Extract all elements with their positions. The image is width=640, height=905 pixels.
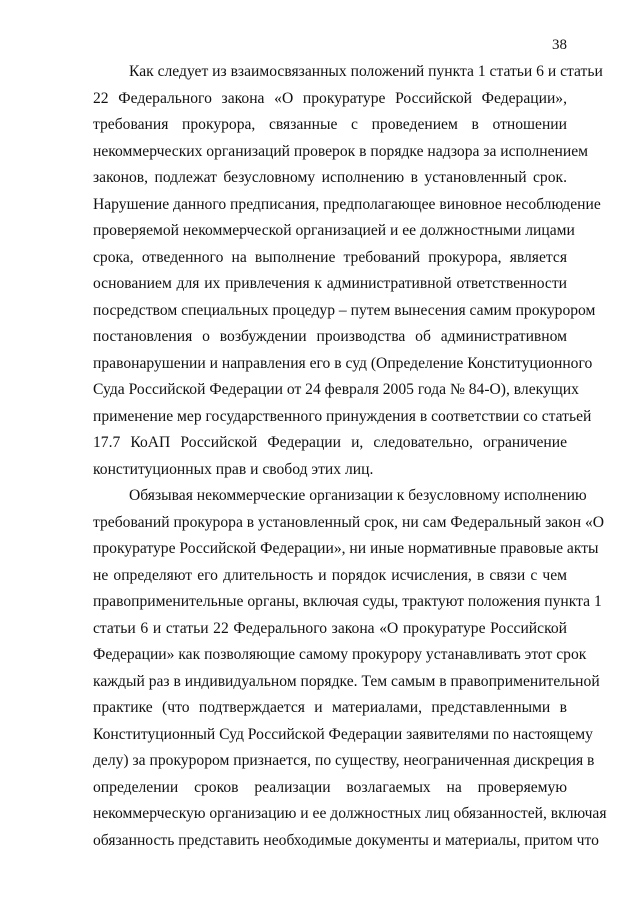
text-line: применение мер государственного принуждения в соответствии со статьей — [93, 407, 592, 425]
paragraph — [93, 483, 607, 854]
text-line: Нарушение данного предписания, предполагающее виновное несоблюдение — [93, 195, 601, 213]
text-line: определении сроков реализации возлагаемых на проверяемую — [93, 778, 567, 796]
text-line: обязанность представить необходимые документы и материалы, притом что — [93, 831, 599, 849]
text-line: 17.7 КоАП Российской Федерации и, следовательно, ограничение — [93, 434, 567, 451]
page-number: 38 — [552, 37, 567, 53]
text-line: некоммерческих организаций проверок в порядке надзора за исполнением — [93, 142, 589, 160]
text-line: прокуратуре Российской Федерации», ни иные нормативные правовые акты — [93, 540, 599, 557]
text-line: посредством специальных процедур – путем вынесения самим прокурором — [93, 301, 596, 319]
text-line: требования прокурора, связанные с проведением в отношении — [93, 116, 567, 133]
text-line: правоприменительные органы, включая суды, трактуют положения пункта 1 — [93, 593, 602, 610]
text-line: каждый раз в индивидуальном порядке. Тем самым в правоприменительной — [93, 672, 600, 690]
text-line: правонарушении и направления его в суд (Определение Конституционного — [93, 354, 593, 372]
text-line: срока, отведенного на выполнение требований прокурора, является — [93, 248, 567, 266]
text-line: конституционных прав и свобод этих лиц. — [93, 460, 374, 478]
paragraph — [93, 59, 603, 483]
text-line: 22 Федерального закона «О прокуратуре Российской Федерации», — [93, 89, 567, 107]
text-line: не определяют его длительность и порядок исчисления, в связи с чем — [93, 566, 567, 584]
text-line: делу) за прокурором признается, по существу, неограниченная дискреция в — [93, 752, 595, 769]
text-line: Конституционный Суд Российской Федерации заявителями по настоящему — [93, 725, 593, 743]
text-line: проверяемой некоммерческой организацией и ее должностными лицами — [93, 222, 575, 239]
text-line: Суда Российской Федерации от 24 февраля 2005 года № 84-О), влекущих — [93, 381, 579, 398]
text-line: Обязывая некоммерческие организации к безусловному исполнению — [129, 487, 587, 504]
text-line: Федерации» как позволяющие самому прокурору устанавливать этот срок — [93, 646, 587, 663]
text-line: практике (что подтверждается и материалами, представленными в — [93, 699, 567, 716]
text-line: основанием для их привлечения к административной ответственности — [93, 275, 567, 292]
text-line: некоммерческую организацию и ее должностных лиц обязанностей, включая — [93, 805, 607, 822]
text-line: требований прокурора в установленный срок, ни сам Федеральный закон «О — [93, 513, 605, 531]
document-body — [93, 59, 607, 854]
text-line: статьи 6 и статьи 22 Федерального закона «О прокуратуре Российской — [93, 619, 567, 637]
text-line: законов, подлежат безусловному исполнению в установленный срок. — [93, 169, 567, 186]
text-line: постановления о возбуждении производства об административном — [93, 328, 567, 345]
text-line: Как следует из взаимосвязанных положений пункта 1 статьи 6 и статьи — [129, 63, 603, 80]
